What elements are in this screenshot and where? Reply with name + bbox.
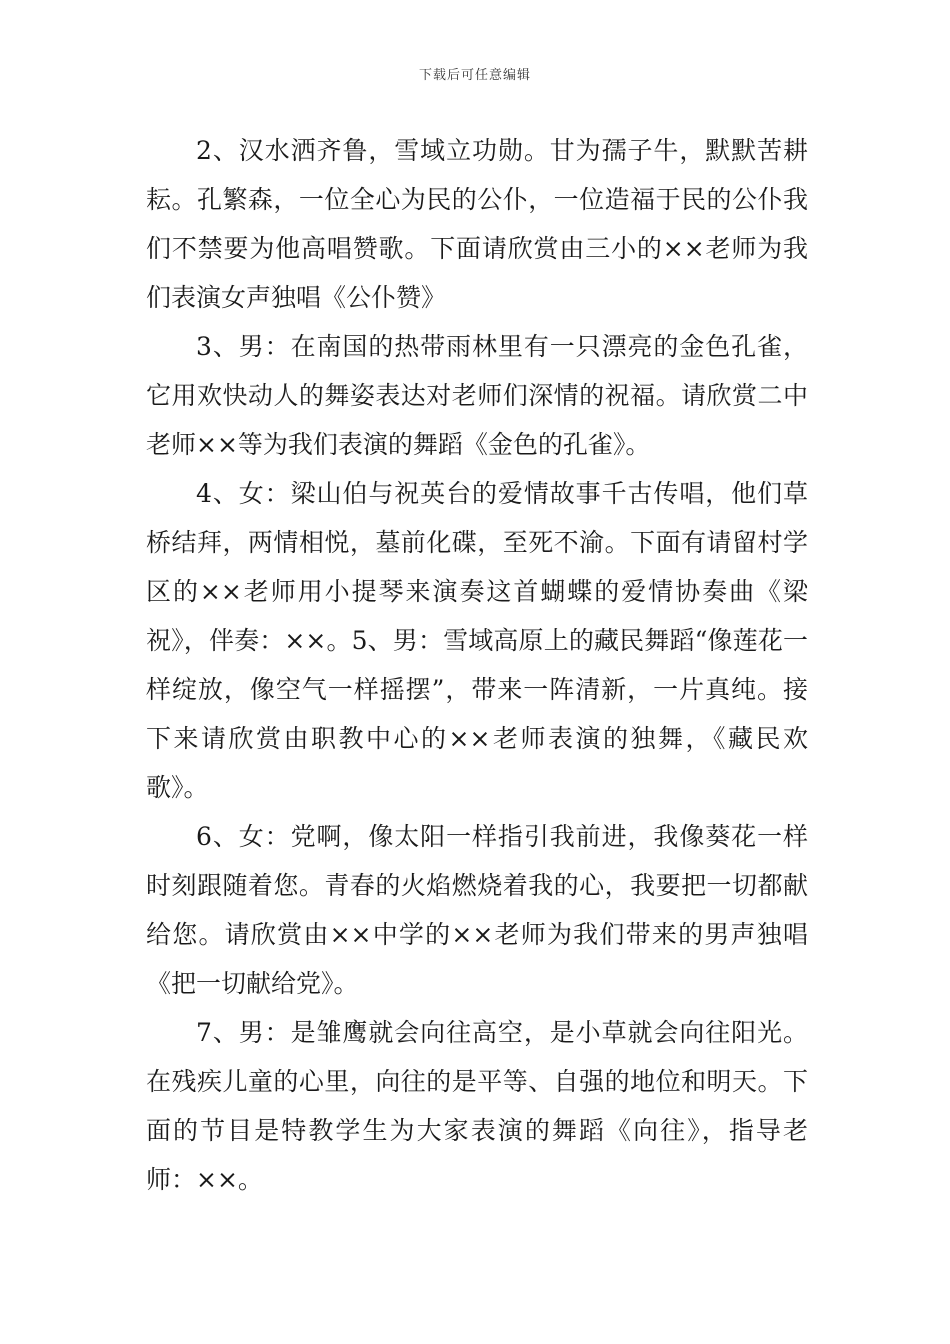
paragraph-6: 6、女：党啊，像太阳一样指引我前进，我像葵花一样时刻跟随着您。青春的火焰燃烧着我的心，我要把一切都献给您。请欣赏由××中学的××老师为我们带来的男声独唱《把一切献给党》。 <box>146 822 808 998</box>
paragraph-2: 2、汉水洒齐鲁，雪域立功勋。甘为孺子牛，默默苦耕耘。孔繁森，一位全心为民的公仆，一位造福于民的公仆我们不禁要为他高唱赞歌。下面请欣赏由三小的××老师为我们表演女声独唱《公仆赞》 <box>146 136 808 312</box>
page-header: 下载后可任意编辑 <box>418 68 531 83</box>
document-body <box>146 126 808 1204</box>
paragraph-7: 7、男：是雏鹰就会向往高空，是小草就会向往阳光。在残疾儿童的心里，向往的是平等、自强的地位和明天。下面的节目是特教学生为大家表演的舞蹈《向往》，指导老师：××。 <box>146 1018 808 1194</box>
paragraph-4-5: 4、女：梁山伯与祝英台的爱情故事千古传唱，他们草桥结拜，两情相悦，墓前化碟，至死不渝。下面有请留村学区的××老师用小提琴来演奏这首蝴蝶的爱情协奏曲《梁祝》，伴奏：××。5、男：雪域高原上的藏民舞蹈“像莲花一样绽放，像空气一样摇摆”，带来一阵清新，一片真纯。接下来请欣赏由职教中心的××老师表演的独舞，《藏民欢歌》。 <box>146 479 808 802</box>
paragraph-3: 3、男：在南国的热带雨林里有一只漂亮的金色孔雀，它用欢快动人的舞姿表达对老师们深情的祝福。请欣赏二中老师××等为我们表演的舞蹈《金色的孔雀》。 <box>146 332 808 459</box>
